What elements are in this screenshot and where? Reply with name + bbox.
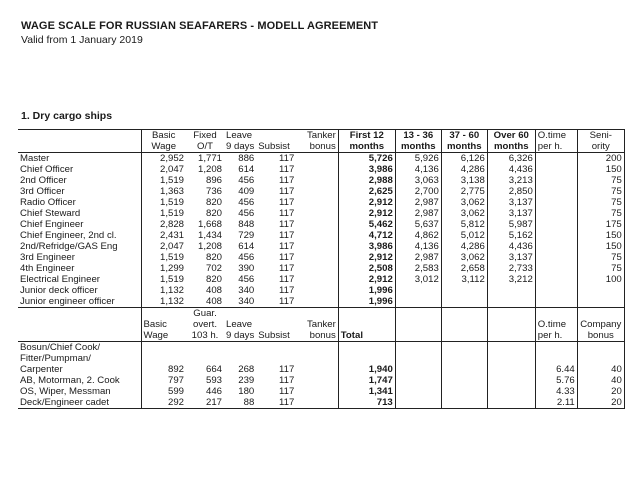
- guaranteed-overtime-cell: 446: [205, 386, 222, 397]
- basic-wage-cell: 1,132: [159, 285, 184, 296]
- months-13-36-cell: 2,700: [395, 186, 441, 197]
- officer-row: [18, 230, 624, 241]
- subsist-cell: 117: [256, 397, 296, 409]
- first-12-months-cell: 5,726: [338, 153, 395, 165]
- rating-row: [18, 397, 624, 409]
- overtime-per-hour-cell: 5.76: [535, 375, 577, 386]
- basic-wage-cell: 2,828: [159, 219, 184, 230]
- officer-row: [18, 263, 624, 274]
- officer-row: [18, 208, 624, 219]
- overtime-per-hour-cell: [535, 175, 577, 186]
- first-12-months-cell: 2,912: [338, 252, 395, 263]
- over-60-months-cell: 3,212: [487, 274, 535, 285]
- rank-cell: Junior engineer officer: [18, 296, 141, 308]
- subsist-cell: 117: [278, 263, 295, 274]
- header-subsist: Subsist: [256, 141, 296, 153]
- tanker-bonus-cell: [296, 397, 338, 409]
- months-13-36-cell: 5,926: [395, 153, 441, 165]
- subsist-cell: 117: [278, 375, 295, 386]
- months-37-60-cell: 3,112: [441, 274, 487, 285]
- header-seniority: Seni-: [577, 130, 624, 142]
- rank-cell: Deck/Engineer cadet: [18, 397, 141, 409]
- first-12-months-cell: 2,625: [338, 186, 395, 197]
- months-37-60-cell: [441, 296, 487, 308]
- empty-cell: [487, 364, 535, 375]
- tanker-bonus-cell: [296, 285, 338, 296]
- tanker-bonus-cell: [296, 153, 338, 165]
- months-37-60-cell: 4,286: [441, 241, 487, 252]
- header2-leave: Leave: [226, 319, 253, 330]
- basic-wage-cell: 1,132: [159, 296, 184, 307]
- tanker-bonus-cell: [296, 296, 338, 308]
- ratings-group-label: Bosun/Chief Cook/: [18, 342, 141, 354]
- overtime-per-hour-cell: [535, 274, 577, 285]
- months-13-36-cell: 4,136: [395, 164, 441, 175]
- header-leave: Leave: [224, 130, 256, 142]
- over-60-months-cell: 3,137: [487, 252, 535, 263]
- tanker-bonus-cell: [296, 364, 338, 375]
- over-60-months-cell: 4,436: [487, 241, 535, 252]
- guaranteed-overtime-cell: 664: [205, 364, 222, 375]
- over-60-months-cell: 4,436: [487, 164, 535, 175]
- header-overtime-per-hour-2: per h.: [535, 141, 577, 153]
- header2-overtime-per-hour: O.time: [535, 319, 577, 330]
- basic-wage-cell: 1,519: [159, 208, 184, 219]
- rating-row: [18, 364, 624, 375]
- header-basic-wage-2: Wage: [141, 141, 186, 153]
- months-37-60-cell: [441, 285, 487, 296]
- months-37-60-cell: 5,012: [441, 230, 487, 241]
- subsist-cell: 117: [278, 208, 295, 219]
- header-first-12-months: First 12: [338, 130, 395, 142]
- header-37-60-months: 37 - 60: [441, 130, 487, 142]
- months-37-60-cell: 3,138: [441, 175, 487, 186]
- tanker-bonus-cell: [296, 208, 338, 219]
- seniority-cell: [577, 285, 624, 296]
- header-37-60-months-2: months: [441, 141, 487, 153]
- empty-cell: [487, 375, 535, 386]
- seniority-cell: 75: [577, 263, 624, 274]
- seniority-cell: [577, 296, 624, 308]
- over-60-months-cell: [487, 285, 535, 296]
- wage-scale-table: [18, 129, 625, 409]
- officer-rows: [18, 153, 624, 308]
- overtime-per-hour-cell: [535, 230, 577, 241]
- tanker-bonus-cell: [296, 241, 338, 252]
- fixed-ot-cell: 820: [205, 252, 222, 263]
- officers-header-row-2: [18, 141, 624, 153]
- rank-cell: Electrical Engineer: [18, 274, 141, 285]
- header-leave-2: 9 days: [226, 141, 255, 152]
- over-60-months-cell: 3,137: [487, 197, 535, 208]
- basic-wage-cell: 292: [141, 397, 186, 409]
- header-13-36-months-2: months: [395, 141, 441, 153]
- first-12-months-cell: 1,996: [338, 296, 395, 308]
- overtime-per-hour-cell: [535, 296, 577, 308]
- seniority-cell: 175: [577, 219, 624, 230]
- tanker-bonus-cell: [296, 230, 338, 241]
- rank-cell: 3rd Engineer: [18, 252, 141, 263]
- fixed-ot-cell: 1,771: [197, 153, 222, 164]
- seniority-cell: 150: [577, 230, 624, 241]
- header-overtime-per-hour: O.time: [535, 130, 577, 142]
- basic-wage-cell: 2,047: [159, 241, 184, 252]
- empty-cell: [441, 386, 487, 397]
- empty-cell: [395, 386, 441, 397]
- leave-cell: 456: [238, 175, 255, 186]
- officer-row: [18, 296, 624, 308]
- months-13-36-cell: 4,136: [395, 241, 441, 252]
- overtime-per-hour-cell: [535, 219, 577, 230]
- rating-row: [18, 375, 624, 386]
- header2-company-bonus: Company: [577, 319, 624, 330]
- rank-cell: 4th Engineer: [18, 263, 141, 274]
- months-37-60-cell: 4,286: [441, 164, 487, 175]
- first-12-months-cell: 2,912: [338, 274, 395, 285]
- first-12-months-cell: 2,508: [338, 263, 395, 274]
- leave-cell: 239: [238, 375, 255, 386]
- header2-company-bonus-2: bonus: [577, 330, 624, 342]
- rank-cell: Chief Engineer: [18, 219, 141, 230]
- header-13-36-months: 13 - 36: [395, 130, 441, 142]
- seniority-cell: 75: [577, 175, 624, 186]
- empty-cell: [487, 386, 535, 397]
- leave-cell: 340: [238, 296, 255, 307]
- tanker-bonus-cell: [296, 186, 338, 197]
- rating-row: [18, 386, 624, 397]
- subsist-cell: 117: [278, 274, 295, 285]
- header-first-12-months-2: months: [338, 141, 395, 153]
- header2-tanker-bonus-2: bonus: [296, 330, 338, 342]
- months-13-36-cell: 2,987: [395, 208, 441, 219]
- first-12-months-cell: 3,986: [338, 241, 395, 252]
- months-37-60-cell: 3,062: [441, 252, 487, 263]
- leave-cell: 268: [238, 364, 255, 375]
- header2-basic-wage-2: Wage: [141, 330, 186, 342]
- officer-row: [18, 164, 624, 175]
- empty-cell: [395, 375, 441, 386]
- fixed-ot-cell: 1,668: [197, 219, 222, 230]
- header-tanker-bonus: Tanker: [296, 130, 338, 142]
- basic-wage-cell: 1,363: [159, 186, 184, 197]
- leave-cell: 729: [238, 230, 255, 241]
- basic-wage-cell: 1,519: [159, 175, 184, 186]
- ratings-header-row-1: [18, 308, 624, 320]
- seniority-cell: 75: [577, 208, 624, 219]
- subsist-cell: 117: [278, 164, 295, 175]
- rank-cell: Radio Officer: [18, 197, 141, 208]
- officer-row: [18, 197, 624, 208]
- officer-row: [18, 153, 624, 165]
- rank-cell: Chief Steward: [18, 208, 141, 219]
- months-37-60-cell: 2,658: [441, 263, 487, 274]
- company-bonus-cell: 40: [577, 375, 624, 386]
- seniority-cell: 75: [577, 197, 624, 208]
- header-over-60-months-2: months: [487, 141, 535, 153]
- seniority-cell: 75: [577, 252, 624, 263]
- tanker-bonus-cell: [296, 175, 338, 186]
- leave-cell: 848: [238, 219, 255, 230]
- months-37-60-cell: 3,062: [441, 197, 487, 208]
- over-60-months-cell: 2,733: [487, 263, 535, 274]
- fixed-ot-cell: 820: [205, 197, 222, 208]
- overtime-per-hour-cell: [535, 285, 577, 296]
- rank-cell: Junior deck officer: [18, 285, 141, 296]
- header-fixed-ot-2: O/T: [186, 141, 224, 153]
- tanker-bonus-cell: [296, 252, 338, 263]
- first-12-months-cell: 1,996: [338, 285, 395, 296]
- leave-cell: 456: [238, 274, 255, 285]
- first-12-months-cell: 2,912: [338, 197, 395, 208]
- header2-tanker-bonus: Tanker: [296, 319, 338, 330]
- empty-cell: [441, 364, 487, 375]
- first-12-months-cell: 2,988: [338, 175, 395, 186]
- header-tanker-bonus-2: bonus: [296, 141, 338, 153]
- leave-cell: 409: [238, 186, 255, 197]
- leave-cell: 88: [224, 397, 256, 409]
- basic-wage-cell: 1,519: [159, 274, 184, 285]
- seniority-cell: 100: [577, 274, 624, 285]
- overtime-per-hour-cell: [535, 197, 577, 208]
- header-seniority-2: ority: [577, 141, 624, 153]
- fixed-ot-cell: 408: [205, 296, 222, 307]
- months-13-36-cell: 2,987: [395, 197, 441, 208]
- rank-cell: 2nd Officer: [18, 175, 141, 186]
- tanker-bonus-cell: [296, 274, 338, 285]
- rank-cell: Chief Officer: [18, 164, 141, 175]
- subsist-cell: 117: [278, 186, 295, 197]
- officer-row: [18, 274, 624, 285]
- first-12-months-cell: 2,912: [338, 208, 395, 219]
- subsist-cell: 117: [278, 252, 295, 263]
- first-12-months-cell: 5,462: [338, 219, 395, 230]
- basic-wage-cell: 1,519: [159, 197, 184, 208]
- over-60-months-cell: 3,213: [487, 175, 535, 186]
- basic-wage-cell: 2,952: [159, 153, 184, 164]
- empty-cell: [487, 397, 535, 409]
- overtime-per-hour-cell: [535, 186, 577, 197]
- fixed-ot-cell: 1,208: [197, 241, 222, 252]
- guaranteed-overtime-cell: 217: [186, 397, 224, 409]
- months-13-36-cell: 5,637: [395, 219, 441, 230]
- months-13-36-cell: 2,987: [395, 252, 441, 263]
- officers-header-row-1: [18, 130, 624, 142]
- subsist-cell: 117: [278, 197, 295, 208]
- overtime-per-hour-cell: [535, 263, 577, 274]
- subsist-cell: 117: [278, 219, 295, 230]
- overtime-per-hour-cell: [535, 164, 577, 175]
- fixed-ot-cell: 820: [205, 208, 222, 219]
- header2-total: Total: [338, 330, 395, 342]
- rank-cell: Chief Engineer, 2nd cl.: [18, 230, 141, 241]
- over-60-months-cell: 2,850: [487, 186, 535, 197]
- section-title: 1. Dry cargo ships: [21, 110, 113, 122]
- over-60-months-cell: 5,162: [487, 230, 535, 241]
- months-37-60-cell: 2,775: [441, 186, 487, 197]
- ratings-group-label: Fitter/Pumpman/: [18, 353, 141, 364]
- basic-wage-cell: 797: [167, 375, 184, 386]
- officer-row: [18, 241, 624, 252]
- leave-cell: 456: [238, 208, 255, 219]
- subsist-cell: 117: [278, 153, 295, 164]
- basic-wage-cell: 892: [167, 364, 184, 375]
- header2-subsist: Subsist: [256, 330, 296, 342]
- fixed-ot-cell: 408: [205, 285, 222, 296]
- first-12-months-cell: 3,986: [338, 164, 395, 175]
- total-cell: 1,341: [338, 386, 395, 397]
- overtime-per-hour-cell: [535, 252, 577, 263]
- rank-cell: 2nd/Refridge/GAS Eng: [18, 241, 141, 252]
- months-37-60-cell: 6,126: [441, 153, 487, 165]
- header-over-60-months: Over 60: [487, 130, 535, 142]
- fixed-ot-cell: 820: [205, 274, 222, 285]
- officer-row: [18, 175, 624, 186]
- fixed-ot-cell: 736: [205, 186, 222, 197]
- basic-wage-cell: 2,047: [159, 164, 184, 175]
- total-cell: 1,747: [338, 375, 395, 386]
- over-60-months-cell: [487, 296, 535, 308]
- subsist-cell: 117: [278, 386, 295, 397]
- company-bonus-cell: 20: [577, 386, 624, 397]
- rank-cell: 3rd Officer: [18, 186, 141, 197]
- months-13-36-cell: 3,063: [395, 175, 441, 186]
- months-37-60-cell: 3,062: [441, 208, 487, 219]
- months-13-36-cell: 3,012: [395, 274, 441, 285]
- overtime-per-hour-cell: 6.44: [535, 364, 577, 375]
- empty-cell: [395, 397, 441, 409]
- overtime-per-hour-cell: 2.11: [535, 397, 577, 409]
- tanker-bonus-cell: [296, 164, 338, 175]
- overtime-per-hour-cell: [535, 208, 577, 219]
- ratings-header-row-3: [18, 330, 624, 342]
- empty-cell: [441, 375, 487, 386]
- fixed-ot-cell: 702: [205, 263, 222, 274]
- tanker-bonus-cell: [296, 375, 338, 386]
- header2-basic-wage: Basic: [143, 319, 167, 330]
- header2-guaranteed-overtime-3: 103 h.: [186, 330, 224, 342]
- rank-cell: AB, Motorman, 2. Cook: [18, 375, 141, 386]
- header-fixed-ot: Fixed: [186, 130, 224, 142]
- officer-row: [18, 252, 624, 263]
- seniority-cell: 150: [577, 241, 624, 252]
- ratings-group-label-row: [18, 342, 624, 354]
- header-guaranteed-overtime: Guar.: [186, 308, 224, 320]
- leave-cell: 456: [238, 252, 255, 263]
- months-13-36-cell: 2,583: [395, 263, 441, 274]
- seniority-cell: 150: [577, 164, 624, 175]
- fixed-ot-cell: 1,434: [197, 230, 222, 241]
- overtime-per-hour-cell: [535, 153, 577, 165]
- basic-wage-cell: 1,519: [159, 252, 184, 263]
- over-60-months-cell: 5,987: [487, 219, 535, 230]
- header-basic-wage: Basic: [141, 130, 186, 142]
- overtime-per-hour-cell: 4.33: [535, 386, 577, 397]
- basic-wage-cell: 599: [167, 386, 184, 397]
- fixed-ot-cell: 896: [205, 175, 222, 186]
- valid-from-text: Valid from 1 January 2019: [21, 34, 143, 46]
- basic-wage-cell: 2,431: [159, 230, 184, 241]
- months-37-60-cell: 5,812: [441, 219, 487, 230]
- months-13-36-cell: [395, 285, 441, 296]
- leave-cell: 180: [238, 386, 255, 397]
- rank-cell: OS, Wiper, Messman: [18, 386, 141, 397]
- total-cell: 1,940: [338, 364, 395, 375]
- leave-cell: 886: [238, 153, 255, 164]
- months-13-36-cell: 4,862: [395, 230, 441, 241]
- guaranteed-overtime-cell: 593: [205, 375, 222, 386]
- seniority-cell: 75: [577, 186, 624, 197]
- first-12-months-cell: 4,712: [338, 230, 395, 241]
- subsist-cell: 117: [278, 175, 295, 186]
- header2-leave-2: 9 days: [226, 330, 255, 341]
- tanker-bonus-cell: [296, 386, 338, 397]
- rating-rows: [18, 364, 624, 409]
- over-60-months-cell: 3,137: [487, 208, 535, 219]
- document-title: WAGE SCALE FOR RUSSIAN SEAFARERS - MODELL AGREEMENT: [21, 20, 379, 32]
- subsist-cell: 117: [278, 230, 295, 241]
- basic-wage-cell: 1,299: [159, 263, 184, 274]
- rank-cell: Carpenter: [18, 364, 141, 375]
- subsist-cell: 117: [278, 296, 295, 307]
- officer-row: [18, 285, 624, 296]
- leave-cell: 614: [238, 241, 255, 252]
- company-bonus-cell: 20: [577, 397, 624, 409]
- tanker-bonus-cell: [296, 197, 338, 208]
- company-bonus-cell: 40: [577, 364, 624, 375]
- header2-guaranteed-overtime-2: overt.: [193, 319, 217, 330]
- months-13-36-cell: [395, 296, 441, 308]
- officer-row: [18, 186, 624, 197]
- officer-row: [18, 219, 624, 230]
- leave-cell: 390: [238, 263, 255, 274]
- tanker-bonus-cell: [296, 263, 338, 274]
- seniority-cell: 200: [577, 153, 624, 165]
- subsist-cell: 117: [278, 285, 295, 296]
- rank-cell: Master: [18, 153, 141, 165]
- fixed-ot-cell: 1,208: [197, 164, 222, 175]
- total-cell: 713: [338, 397, 395, 409]
- leave-cell: 614: [238, 164, 255, 175]
- header2-overtime-per-hour-2: per h.: [535, 330, 577, 342]
- subsist-cell: 117: [278, 364, 295, 375]
- tanker-bonus-cell: [296, 219, 338, 230]
- leave-cell: 340: [238, 285, 255, 296]
- empty-cell: [441, 397, 487, 409]
- leave-cell: 456: [238, 197, 255, 208]
- empty-cell: [395, 364, 441, 375]
- over-60-months-cell: 6,326: [487, 153, 535, 165]
- ratings-header-row-2: [18, 319, 624, 330]
- subsist-cell: 117: [278, 241, 295, 252]
- overtime-per-hour-cell: [535, 241, 577, 252]
- ratings-group-label-row: [18, 353, 624, 364]
